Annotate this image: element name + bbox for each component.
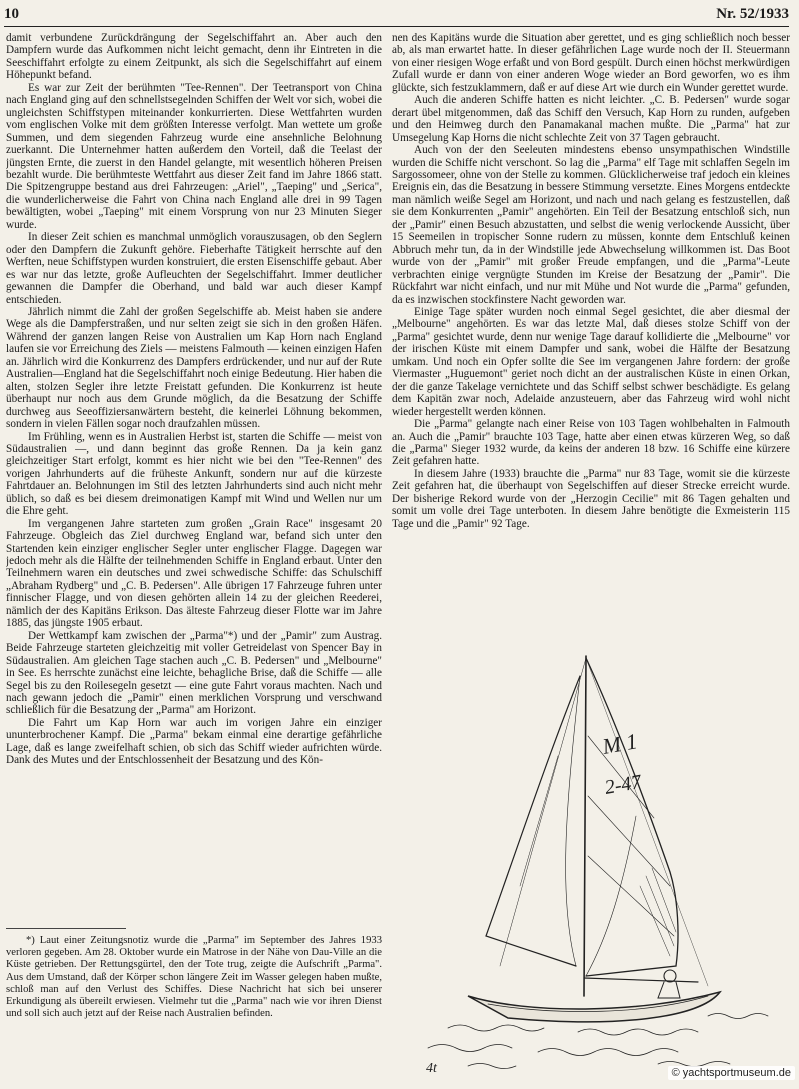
left-column: [6, 32, 382, 932]
paragraph: nen des Kapitäns wurde die Situation aber gerettet, und es ging schließlich noch besser ab, als man erwartet hatte. In dieser gefährlichen Lage wurde noch der II. Steuermann von einer riesigen Woge erfaßt und von Bord gespült. Durch einen höchst merkwürdigen Zufall wurde er dann von einer anderen Woge wieder an Bord geworfen, wo es ihm glückte, sich festzuklammern, daß er auf diese Art wie durch ein Wunder gerettet wurde.: [392, 32, 790, 94]
sail-number-bottom: 2-47: [603, 770, 643, 799]
paragraph: In diesem Jahre (1933) brauchte die „Parma" nur 83 Tage, womit sie die kürzeste Zeit gefahren hat, die überhaupt von Segelschiffen auf dieser Strecke erreicht wurde. Der bisherige Rekord wurde von der „Herzogin Cecilie" mit 86 Tagen gehalten und somit um volle drei Tage unterboten. In diesem Jahre benötigte die Exmeisterin 115 Tage und die „Pamir" 92 Tage.: [392, 467, 790, 530]
paragraph: Jährlich nimmt die Zahl der großen Segelschiffe ab. Meist haben sie andere Wege als die Dampferstraßen, und nur selten zeigt sie sich in den großen Häfen. Während der ganzen langen Reise von Australien um Kap Horn nach England laufen sie vor Erreichung des Ziels — meistens Falmouth — keinen einzigen Hafen an. Jährlich wird die Konkurrenz des Dampfers erdrückender, und nur auf der Rute Australien—England hat die Segelschiffahrt noch einige Bedeutung. Hier haben die alten, stolzen Segler ihre letzte Freistatt gefunden. Die Konkurrenz ist heute überhaupt nur noch aus dem Grunde möglich, da die Besatzung der Schiffe durchweg aus Seeoffiziersanwärtern besteht, die keinerlei Löhnung bekommen, sondern in vielen Fällen sogar noch draufzahlen müssen.: [6, 305, 382, 431]
footnote-text: *) Laut einer Zeitungsnotiz wurde die „Parma" im September des Jahres 1933 verloren gegeben. Am 28. Oktober wurde ein Matrose in der Nähe von Dau-Ville an die Küste getrieben. Der Rettungsgürtel, den der Tote trug, zeigte die Aufschrift „Parma". Aus dem Umstand, daß der Körper schon längere Zeit im Wasser gelegen haben mußte, schloß man auf den Verlust des Schiffes. Diese Nachricht hat sich bei unserer Erkundigung als übereilt erwiesen. Vielmehr tut die „Parma" nach wie vor ihren Dienst und soll sich auch jetzt auf der Reise nach Australien befinden.: [6, 935, 382, 1020]
page-number: 10: [4, 6, 19, 22]
paragraph: Einige Tage später wurden noch einmal Segel gesichtet, die aber diesmal der „Melbourne" angehörten. Es war das letzte Mal, daß dieses stolze Schiff von der „Parma" gesichtet wurde, denn nur wenige Tage darauf kollidierte die „Melbourne" vor der irischen Küste mit einem Dampfer und sank, wobei die Hälfte der Besatzung umkam. Und noch ein Opfer sollte die See im vergangenen Jahre fordern: der große Viermaster „Huguemont" geriet noch dicht an der australischen Küste in einen Orkan, der die ganze Takelage vernichtete und das Schiff selbst schwer beschädigte. Es gelang dem Kapitän zwar noch, Adelaide anzusteuern, aber das Fahrzeug wird wohl nicht wieder hergestellt werden können.: [392, 305, 790, 418]
paragraph: Die Fahrt um Kap Horn war auch im vorigen Jahre ein einziger ununterbrochener Kampf. Die „Parma" bekam einmal eine derartige gefährliche Lage, daß es lange zweifelhaft schien, ob sich das Schiff wieder aufrichten würde. Dank des Mutes und der Entschlossenheit der Besatzung und des Kön-: [6, 716, 382, 767]
page-header: [4, 6, 789, 27]
issue-number: Nr. 52/1933: [716, 6, 789, 22]
paragraph: In dieser Zeit schien es manchmal unmöglich vorauszusagen, ob den Seglern oder den Dampfern die Zukunft gehöre. Fieberhafte Tätigkeit herrschte auf den Werften, neue Schiffstypen wurden konstruiert, die ersten Eisenschiffe gebaut. Aber es war nur das letzte, große Aufleuchten der Segelschiffahrt. Immer deutlicher gewannen die Dampfer die Oberhand, und bald war auch dieser Kampf entschieden.: [6, 231, 382, 306]
right-column: [392, 32, 790, 652]
paragraph: Im Frühling, wenn es in Australien Herbst ist, starten die Schiffe — meist von Südaustralien —, und dann beginnt das große Rennen. Da ja kein ganz gleichzeitiger Start erfolgt, kommt es hier nicht wie bei den "Tee-Rennen" des vorigen Jahrhunderts auf die früheste Ankunft, sondern nur auf die kürzeste Fahrtdauer an. Belohnungen im Stil des letzten Jahrhunderts sind auch nicht mehr üblich, so daß es bei diesem dreimonatigen Kampf mit Wind und Wellen nur um die Ehre geht.: [6, 430, 382, 518]
paragraph: Es war zur Zeit der berühmten "Tee-Rennen". Der Teetransport von China nach England ging auf den schnellstsegelnden Schiffen der Welt vor sich, wobei die ungleichsten Schiffstypen miteinander konkurrierten. Diese Wettfahrten wurden vom englischen Volke mit dem größten Interesse verfolgt. Man wettete um große Summen, und dem siegenden Fahrzeug wurde eine ansehnliche Belohnung zuerkannt. Die Unternehmer hatten außerdem den Vorteil, daß die Teelast der jüngsten Ernte, die zuerst in den Handel gelangte, mit wesentlich höheren Preisen bezahlt wurde. Die berühmteste Wettfahrt aus dieser Zeit fand im Jahre 1866 statt. Die Spitzengruppe bestand aus drei Fahrzeugen: „Ariel", „Taeping" und „Serica", die wunderlicherweise die Fahrt von China nach England alle drei in 99 Tagen bewältigten, wobei „Taeping" mit einem Vorsprung von nur 23 Minuten Sieger wurde.: [6, 81, 382, 231]
sailboat-sketch: [408, 636, 796, 1084]
paragraph: Die „Parma" gelangte nach einer Reise von 103 Tagen wohlbehalten in Falmouth an. Auch die „Pamir" brauchte 103 Tage, hatte aber einen etwas kürzeren Weg, so daß die „Parma" Sieger 1932 wurde, da keins der anderen 18 bzw. 16 Schiffe eine kürzere Zeit gefahren hatte.: [392, 418, 790, 468]
sailboat-illustration: [408, 636, 796, 1084]
paragraph: Auch von der den Seeleuten mindestens ebenso unsympathischen Windstille wurden die Schiffe nicht verschont. So lag die „Parma" elf Tage mit schlaffen Segeln im Sargossomeer, ohne von der Stelle zu kommen. Glücklicherweise traf jedoch ein kleines Ereignis ein, das die Besatzung in bessere Stimmung versetzte. Eines Morgens entdeckte man nämlich weiße Segel am Horizont, und nach und nach gelang es festzustellen, daß sie dem Konkurrenten „Pamir" angehörten. Ein Teil der Besatzung entschloß sich, nun der „Pamir" einen Besuch abzustatten, und selbst die wenig verlockende Aussicht, über 15 Seemeilen in tropischer Sonne rudern zu müssen, konnte dem Entschluß keinen Abbruch mehr tun, da in der Windstille jede Abwechselung willkommen ist. Das Boot wurde von der „Pamir" mit großer Freude empfangen, und die „Parma"-Leute verbrachten einige vergnügte Stunden im Kreise der Besatzung der „Pamir". Die Rückfahrt war nicht einfach, und nur mit Mühe und Not wurde die „Parma" gefunden, da es inzwischen stockfinstere Nacht geworden war.: [392, 144, 790, 306]
footnote: [6, 935, 382, 1065]
sail-number-top: M 1: [600, 728, 640, 759]
paragraph: Im vergangenen Jahre starteten zum großen „Grain Race" insgesamt 20 Fahrzeuge. Obgleich das Ziel durchweg England war, befand sich unter den Startenden kein einziger englischer Segler unter englischer Flagge. Dagegen war jedoch mehr als die Hälfte der teilnehmenden Schiffe in England erbaut. Unter den Teilnehmern waren ein deutsches und zwei schwedische Schiffe: das Schulschiff „Abraham Rydberg" und „C. B. Pedersen". Alle übrigen 17 Fahrzeuge fuhren unter finnischer Flagge, und von diesen gehörten allein 14 zu der gleichen Reederei, nämlich der des Kapitäns Erikson. Das älteste Fahrzeug dieser Flotte war im Jahre 1885, das jüngste 1905 erbaut.: [6, 517, 382, 630]
paragraph: Auch die anderen Schiffe hatten es nicht leichter. „C. B. Pedersen" wurde sogar derart übel mitgenommen, daß das Schiff den Versuch, Kap Horn zu runden, aufgeben und den Heimweg durch den Panamakanal machen mußte. Die „Parma" hat zur Umsegelung Kap Horns die nicht schlechte Zeit von 37 Tagen gebraucht.: [392, 94, 790, 144]
paragraph: Der Wettkampf kam zwischen der „Parma"*) und der „Pamir" zum Austrag. Beide Fahrzeuge starteten gleichzeitig mit voller Getreidelast von Spencer Bay in Südaustralien. Am gleichen Tage stachen auch „C. B. Pedersen" und „Melbourne" in See. Es herrschte zunächst eine leichte, behagliche Brise, daß die Schiffe — alle Segel bis zu den Roilesegeln gesetzt — eine gute Fahrt voraus machten. Nach und nach gewann jedoch die „Pamir" einen merklichen Vorsprung und verschwand schließlich für die Besatzung der „Parma" am Horizont.: [6, 629, 382, 717]
paragraph: damit verbundene Zurückdrängung der Segelschiffahrt an. Aber auch den Dampfern wurde das Aufkommen nicht leicht gemacht, denn ihr Eintreten in die Seeschiffahrt erfolgte zu einem Zeitpunkt, als sich die Segelschiffahrt auf einem Höhepunkt befand.: [6, 32, 382, 82]
artist-signature: 4t: [426, 1061, 437, 1076]
footnote-divider: [6, 928, 126, 929]
watermark: © yachtsportmuseum.de: [668, 1066, 795, 1080]
